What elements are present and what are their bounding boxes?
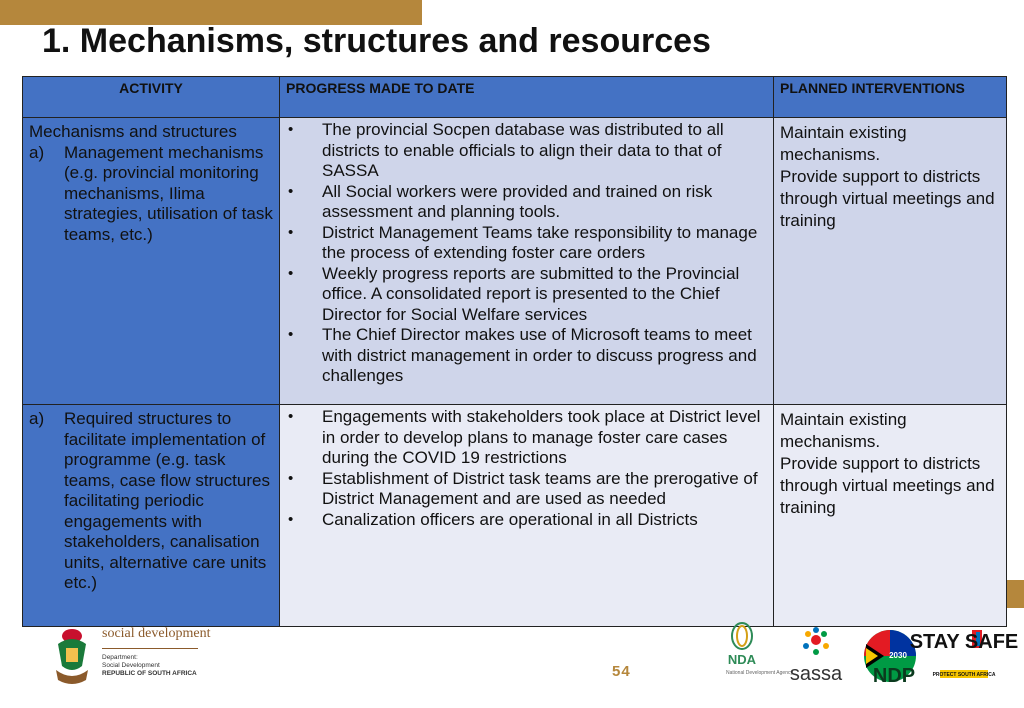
sassa-logo bbox=[786, 624, 846, 688]
nda-emblem-icon bbox=[722, 622, 793, 690]
dept-sub-line: REPUBLIC OF SOUTH AFRICA bbox=[102, 670, 197, 677]
progress-table bbox=[22, 76, 1007, 627]
progress-cell bbox=[280, 405, 774, 627]
progress-text: All Social workers were provided and trained on risk assessment and planning tools. bbox=[322, 181, 713, 221]
progress-text: Engagements with stakeholders took place at District level in order to develop plans to manage foster care cases during the COVID 19 restrictions bbox=[322, 407, 761, 467]
list-item bbox=[286, 407, 767, 469]
dept-logo bbox=[52, 626, 211, 690]
list-item bbox=[286, 469, 767, 510]
planned-cell bbox=[774, 118, 1007, 405]
activity-text: Management mechanisms (e.g. provincial monitoring mechanisms, Ilima strategies, utilisation of task teams, etc.) bbox=[64, 142, 273, 244]
list-item bbox=[286, 325, 767, 387]
header-planned: PLANNED INTERVENTIONS bbox=[774, 77, 1007, 118]
dept-subtitle bbox=[102, 654, 212, 678]
planned-text: Maintain existing mechanisms. bbox=[780, 123, 907, 164]
header-activity: ACTIVITY bbox=[23, 77, 280, 118]
planned-cell bbox=[774, 405, 1007, 627]
bullet-icon: • bbox=[288, 264, 294, 282]
progress-text: The Chief Director makes use of Microsoft teams to meet with district management in order to discuss progress and challenges bbox=[322, 325, 757, 385]
progress-text: The provincial Socpen database was distributed to all districts to enable officials to align their data to that of SASSA bbox=[322, 120, 724, 180]
header-progress: PROGRESS MADE TO DATE bbox=[280, 77, 774, 118]
list-item bbox=[286, 223, 767, 264]
planned-text: Maintain existing mechanisms. bbox=[780, 410, 907, 451]
progress-text: Establishment of District task teams are the prerogative of District Management and are used as needed bbox=[322, 468, 758, 508]
stay-safe-logo bbox=[909, 628, 1019, 690]
stay-safe-sub: PROTECT SOUTH AFRICA bbox=[932, 672, 996, 678]
bullet-icon: • bbox=[288, 408, 294, 425]
progress-text: Canalization officers are operational in all Districts bbox=[322, 509, 698, 529]
progress-cell bbox=[280, 118, 774, 405]
list-marker: a) bbox=[29, 142, 45, 162]
bullet-icon: • bbox=[288, 469, 294, 487]
right-accent-tab bbox=[1006, 580, 1024, 608]
stay-safe-label: STAY SAFE bbox=[909, 631, 1019, 653]
dept-sub-line: Department: bbox=[102, 654, 138, 661]
list-item bbox=[29, 143, 273, 246]
activity-cell bbox=[23, 118, 280, 405]
activity-text: Required structures to facilitate implementation of programme (e.g. task teams, case flow structures facilitating periodic engagements with stakeholders, canalisation units, alternative care units etc.) bbox=[64, 409, 270, 592]
list-item bbox=[286, 120, 767, 182]
ndp-year: 2030 bbox=[889, 651, 907, 660]
list-item bbox=[286, 182, 767, 223]
progress-text: Weekly progress reports are submitted to the Provincial office. A consolidated report is presented to the Chief Director for Social Welfare services bbox=[322, 263, 740, 324]
table-row bbox=[23, 118, 1007, 405]
list-marker: a) bbox=[29, 409, 45, 428]
activity-cell bbox=[23, 405, 280, 627]
bullet-icon: • bbox=[288, 223, 294, 241]
planned-text: Provide support to districts through virtual meetings and training bbox=[780, 454, 995, 517]
bullet-icon: • bbox=[288, 510, 294, 528]
dept-name: social development bbox=[102, 626, 211, 641]
nda-label: NDA bbox=[727, 652, 757, 667]
page-title: 1. Mechanisms, structures and resources bbox=[42, 22, 711, 60]
sassa-emblem-icon bbox=[786, 624, 846, 688]
bullet-icon: • bbox=[288, 326, 294, 343]
list-item bbox=[286, 510, 767, 531]
divider bbox=[102, 648, 198, 649]
dept-sub-line: Social Development bbox=[102, 662, 160, 669]
sassa-label: sassa bbox=[789, 663, 843, 685]
ndp-label: NDP bbox=[872, 665, 916, 687]
table-header-row bbox=[23, 77, 1007, 118]
stay-safe-emblem-icon bbox=[909, 628, 1019, 690]
bullet-icon: • bbox=[288, 182, 294, 200]
activity-heading: Mechanisms and structures bbox=[29, 122, 237, 141]
planned-text: Provide support to districts through virtual meetings and training bbox=[780, 167, 995, 230]
page-number: 54 bbox=[612, 663, 631, 680]
table-row bbox=[23, 405, 1007, 627]
bullet-icon: • bbox=[288, 121, 294, 138]
coat-of-arms-icon bbox=[52, 626, 92, 688]
progress-text: District Management Teams take responsibility to manage the process of extending foster care orders bbox=[322, 222, 758, 262]
nda-sub: National Development Agency bbox=[726, 670, 793, 676]
list-item bbox=[286, 264, 767, 326]
list-item bbox=[29, 409, 273, 594]
nda-logo bbox=[722, 622, 793, 690]
